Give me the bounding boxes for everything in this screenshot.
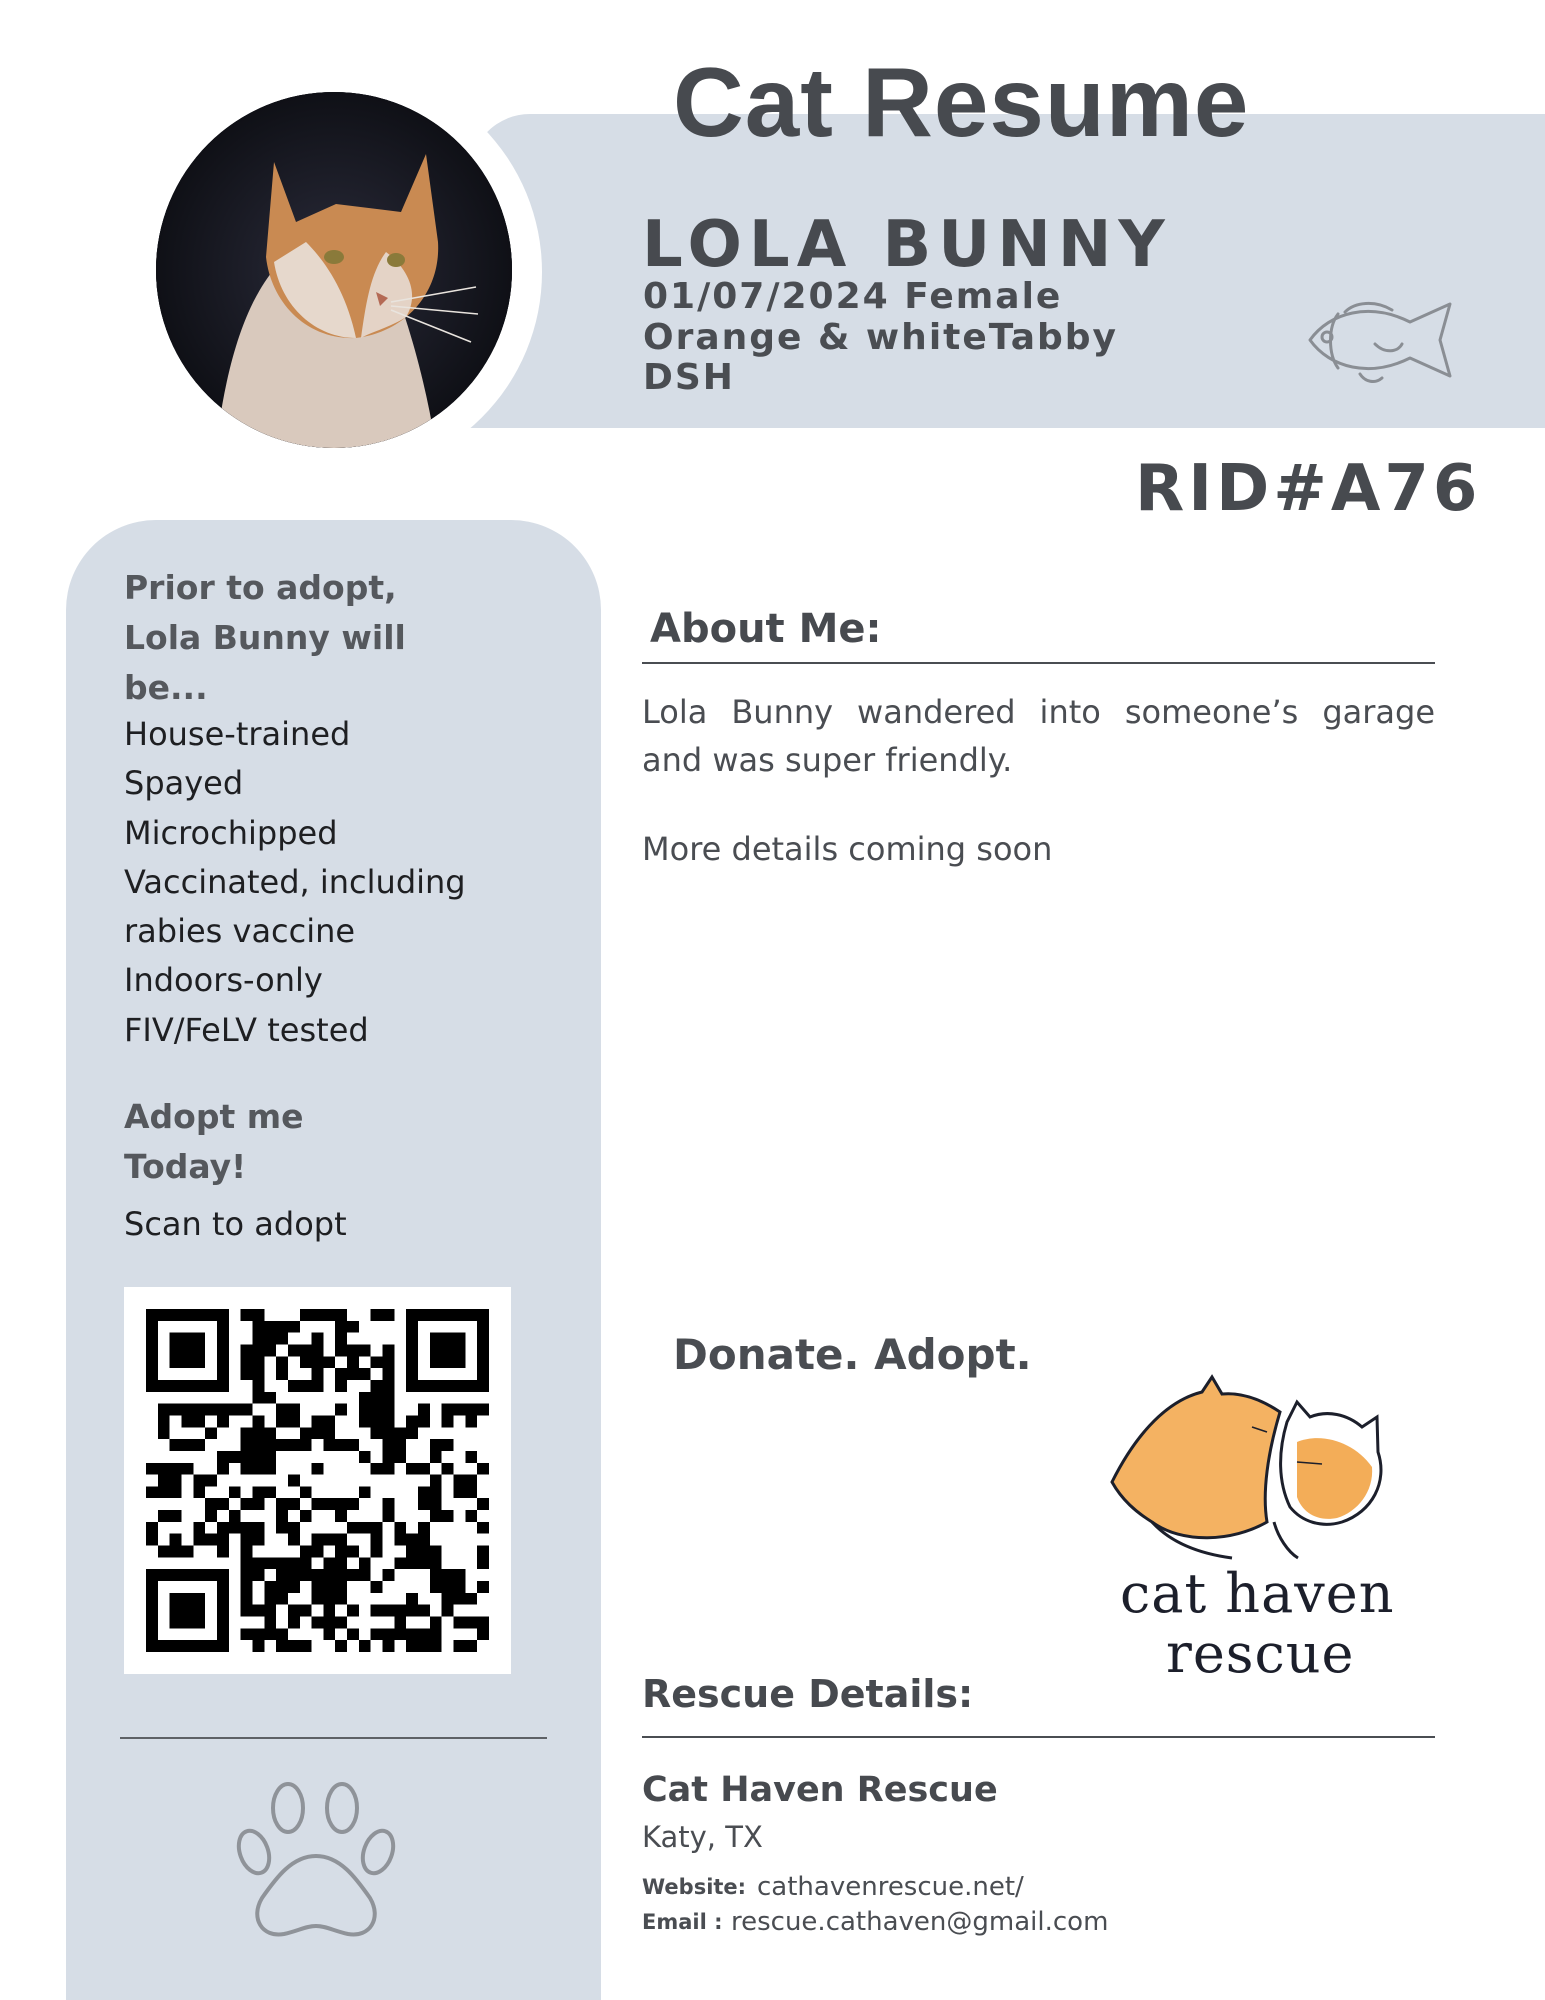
email-link[interactable]: rescue.cathaven@gmail.com (731, 1907, 1109, 1937)
about-me-heading: About Me: (650, 606, 882, 652)
more-details-text: More details coming soon (642, 830, 1053, 868)
fish-icon (1300, 282, 1472, 392)
page-title: Cat Resume (673, 47, 1250, 157)
list-item: FIV/FeLV tested (124, 1010, 369, 1049)
cat-birthdate-sex: 01/07/2024 Female (643, 276, 1063, 317)
list-item: House-trained (124, 715, 351, 753)
about-me-text: Lola Bunny wandered into someone’s garage and was super friendly. (642, 693, 1435, 779)
list-item: Vaccinated, including (124, 862, 466, 901)
list-item: Spayed (124, 764, 244, 803)
rescue-id: RID#A76 (1135, 452, 1482, 526)
cat-breed: DSH (643, 357, 735, 398)
sidebar-divider (120, 1737, 547, 1739)
logo-text-line1: cat haven (1120, 1562, 1395, 1625)
cat-haven-logo-icon (1092, 1372, 1394, 1560)
adoption-qr-code[interactable] (146, 1309, 489, 1652)
cat-coloring: Orange & whiteTabby (643, 317, 1118, 358)
about-divider (642, 662, 1435, 664)
rescue-location: Katy, TX (642, 1820, 763, 1854)
donate-adopt-tagline: Donate. Adopt. (673, 1330, 1032, 1379)
care-checklist (124, 710, 466, 1055)
cat-photo (156, 92, 512, 448)
list-item: rabies vaccine (124, 912, 356, 951)
paw-icon (232, 1778, 400, 1942)
header-banner-end (1490, 114, 1545, 428)
rescue-divider (642, 1736, 1435, 1738)
prior-to-adopt-heading: Prior to adopt, Lola Bunny will be... (124, 568, 406, 707)
cat-name: LOLA BUNNY (642, 208, 1172, 282)
adopt-me-heading: Adopt me Today! (124, 1097, 304, 1186)
scan-to-adopt-label: Scan to adopt (124, 1205, 347, 1243)
website-link[interactable]: cathavenrescue.net/ (757, 1872, 1024, 1902)
rescue-org-name: Cat Haven Rescue (642, 1770, 998, 1810)
rescue-details-heading: Rescue Details: (642, 1672, 974, 1716)
list-item: Indoors-only (124, 961, 323, 1000)
logo-text-line2: rescue (1166, 1622, 1355, 1685)
website-label: Website: (642, 1875, 747, 1899)
email-label: Email : (642, 1910, 723, 1934)
list-item: Microchipped (124, 813, 338, 852)
